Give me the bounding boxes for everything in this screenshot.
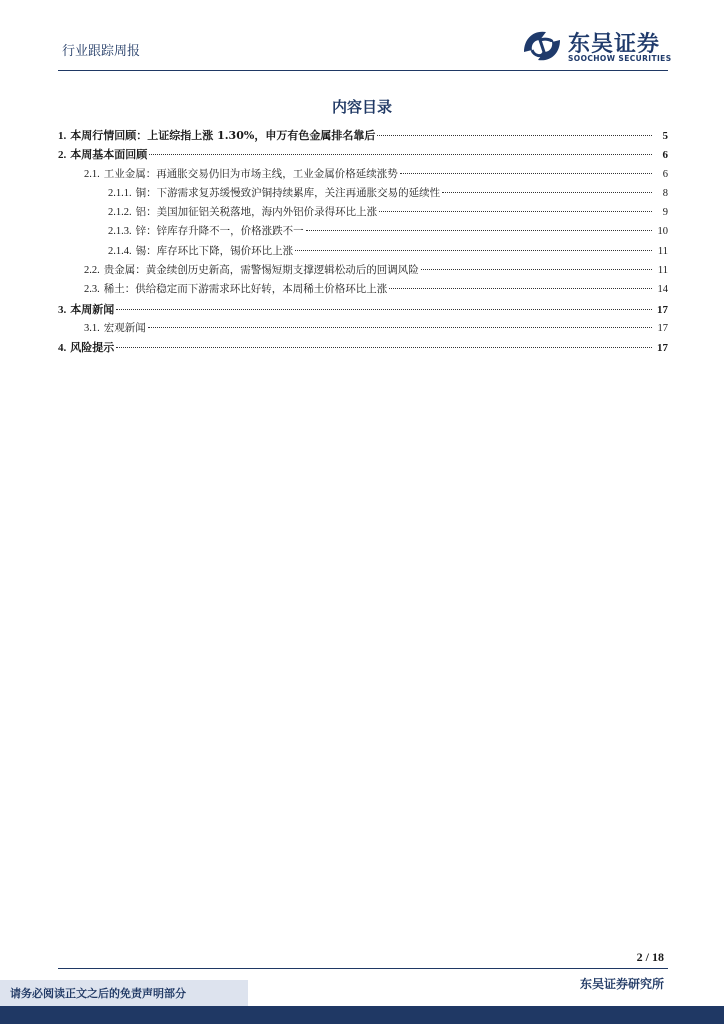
- disclaimer-banner: [0, 980, 248, 1006]
- logo-english-name: SOOCHOW SECURITIES: [568, 54, 672, 63]
- toc-entry-text: 风险提示: [70, 341, 115, 355]
- page-number: 2 / 18: [636, 950, 664, 964]
- toc-entry-page: 17: [657, 303, 668, 316]
- toc-entry[interactable]: [58, 280, 668, 299]
- toc-entry[interactable]: [58, 319, 668, 338]
- toc-entry-text: 工业金属：再通胀交易仍旧为市场主线，工业金属价格延续涨势: [103, 167, 398, 180]
- footer-divider: [58, 968, 668, 969]
- toc-entry-page: 17: [657, 322, 668, 334]
- toc-entry-number: 2.2.: [84, 265, 100, 277]
- toc-title: 内容目录: [331, 98, 392, 116]
- table-of-contents: [58, 126, 668, 358]
- toc-entry-text: 本周基本面回顾: [70, 148, 148, 162]
- toc-entry[interactable]: [58, 300, 668, 319]
- toc-entry-page: 6: [662, 168, 668, 180]
- toc-entry-page: 6: [662, 149, 668, 162]
- toc-entry-text: 贵金属：黄金续创历史新高，需警惕短期支撑逻辑松动后的回调风险: [103, 264, 419, 277]
- toc-entry-page: 17: [657, 342, 668, 355]
- footer-bar: [0, 1006, 724, 1024]
- toc-entry-number: 3.: [58, 303, 67, 316]
- toc-entry-number: 2.: [58, 149, 67, 162]
- toc-leader-dots: [306, 230, 652, 231]
- header-divider: [58, 70, 668, 71]
- toc-entry-number: 2.1.: [84, 168, 100, 180]
- toc-leader-dots: [379, 211, 652, 212]
- toc-entry-text: 铝：美国加征铝关税落地，海内外铝价录得环比上涨: [135, 206, 378, 219]
- toc-entry[interactable]: [58, 338, 668, 357]
- toc-entry[interactable]: [58, 261, 668, 280]
- toc-entry[interactable]: [58, 126, 668, 145]
- toc-entry-page: 11: [657, 265, 668, 277]
- toc-entry-page: 8: [662, 187, 668, 199]
- toc-entry-number: 2.1.3.: [108, 226, 132, 238]
- toc-entry-number: 2.1.1.: [108, 187, 132, 199]
- toc-entry[interactable]: [58, 165, 668, 184]
- toc-leader-dots: [116, 309, 652, 310]
- report-type-label: 行业跟踪周报: [62, 44, 141, 59]
- logo-chinese-name: 东吴证券: [568, 32, 661, 57]
- toc-leader-dots: [377, 135, 652, 136]
- toc-leader-dots: [149, 154, 652, 155]
- toc-entry-page: 11: [657, 245, 668, 257]
- toc-entry-text: 锡：库存环比下降，锡价环比上涨: [135, 244, 294, 257]
- toc-entry-text: 宏观新闻: [103, 321, 146, 334]
- toc-leader-dots: [295, 250, 652, 251]
- toc-leader-dots: [148, 327, 652, 328]
- toc-entry-text: 稀土：供给稳定而下游需求环比好转，本周稀土价格环比上涨: [103, 283, 388, 296]
- toc-entry[interactable]: [58, 203, 668, 222]
- toc-entry[interactable]: [58, 222, 668, 241]
- toc-entry-number: 3.1.: [84, 322, 100, 334]
- toc-entry-number: 1.: [58, 130, 67, 142]
- toc-leader-dots: [400, 173, 652, 174]
- toc-entry-text: 本周行情回顾：上证综指上涨 1.30%，申万有色金属排名靠后: [70, 129, 376, 142]
- toc-entry-text: 锌：锌库存升降不一，价格涨跌不一: [135, 225, 304, 238]
- toc-entry-text: 本周新闻: [70, 302, 115, 316]
- disclaimer-text: 请务必阅读正文之后的免责声明部分: [10, 987, 186, 1000]
- toc-entry-page: 9: [662, 207, 668, 219]
- toc-leader-dots: [421, 269, 652, 270]
- toc-entry-number: 4.: [58, 342, 67, 355]
- soochow-logo-icon: [520, 26, 564, 66]
- research-institute-name: 东吴证券研究所: [579, 977, 664, 991]
- toc-entry-number: 2.3.: [84, 284, 100, 296]
- toc-entry-page: 14: [657, 284, 668, 296]
- toc-entry-text: 铜：下游需求复苏缓慢致沪铜持续累库，关注再通胀交易的延续性: [135, 186, 441, 199]
- toc-leader-dots: [389, 288, 652, 289]
- toc-entry[interactable]: [58, 242, 668, 261]
- company-logo: [520, 26, 680, 66]
- toc-entry[interactable]: [58, 184, 668, 203]
- toc-entry-page: 10: [657, 226, 668, 238]
- toc-leader-dots: [442, 192, 652, 193]
- toc-leader-dots: [116, 347, 652, 348]
- toc-entry-number: 2.1.4.: [108, 245, 132, 257]
- toc-entry[interactable]: [58, 145, 668, 164]
- toc-entry-page: 5: [662, 130, 668, 142]
- toc-entry-number: 2.1.2.: [108, 207, 132, 219]
